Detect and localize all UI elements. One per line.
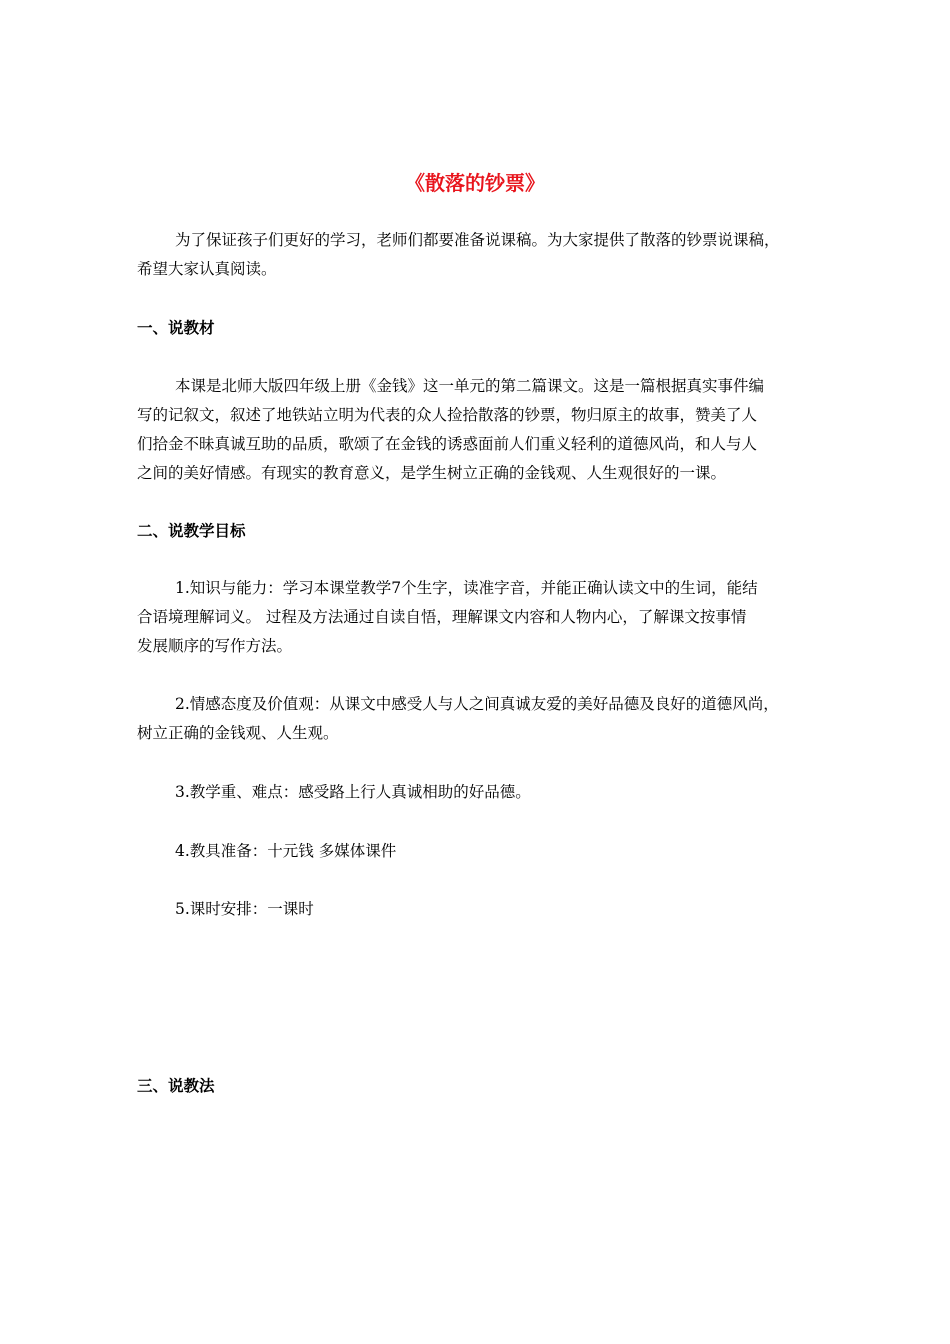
goal-item-2: [137, 690, 837, 748]
section-heading-goals: 二、说教学目标: [137, 522, 246, 540]
goal-line: 5.课时安排：一课时: [175, 900, 314, 918]
paragraph-line: 写的记叙文，叙述了地铁站立明为代表的众人捡拾散落的钞票，物归原主的故事，赞美了人: [137, 406, 758, 424]
section-heading-methods: 三、说教法: [137, 1077, 215, 1095]
goal-item-5: [137, 895, 837, 924]
section-heading-textbook: 一、说教材: [137, 319, 215, 337]
document-title: 《散落的钞票》: [405, 171, 545, 195]
intro-paragraph: [137, 226, 837, 284]
goal-item-3: [137, 778, 837, 807]
goal-line: 合语境理解词义。 过程及方法通过自读自悟，理解课文内容和人物内心，了解课文按事情: [137, 608, 747, 626]
goal-line: 4.教具准备：十元钱 多媒体课件: [175, 842, 397, 860]
paragraph-line: 们拾金不昧真诚互助的品质，歌颂了在金钱的诱惑面前人们重义轻利的道德风尚，和人与人: [137, 435, 758, 453]
textbook-paragraph: [137, 372, 837, 488]
paragraph-line: 本课是北师大版四年级上册《金钱》这一单元的第二篇课文。这是一篇根据真实事件编: [175, 377, 765, 395]
goal-item-4: [137, 837, 837, 866]
goal-line: 树立正确的金钱观、人生观。: [137, 724, 339, 742]
intro-line: 希望大家认真阅读。: [137, 260, 277, 278]
goal-line: 发展顺序的写作方法。: [137, 637, 293, 655]
goal-item-1: [137, 574, 837, 661]
intro-line: 为了保证孩子们更好的学习，老师们都要准备说课稿。为大家提供了散落的钞票说课稿，: [175, 231, 780, 249]
goal-line: 1.知识与能力：学习本课堂教学7个生字，读准字音，并能正确认读文中的生词，能结: [175, 579, 758, 597]
goal-line: 2.情感态度及价值观：从课文中感受人与人之间真诚友爱的美好品德及良好的道德风尚，: [175, 695, 779, 713]
paragraph-line: 之间的美好情感。有现实的教育意义，是学生树立正确的金钱观、人生观很好的一课。: [137, 464, 727, 482]
goal-line: 3.教学重、难点：感受路上行人真诚相助的好品德。: [175, 783, 531, 801]
